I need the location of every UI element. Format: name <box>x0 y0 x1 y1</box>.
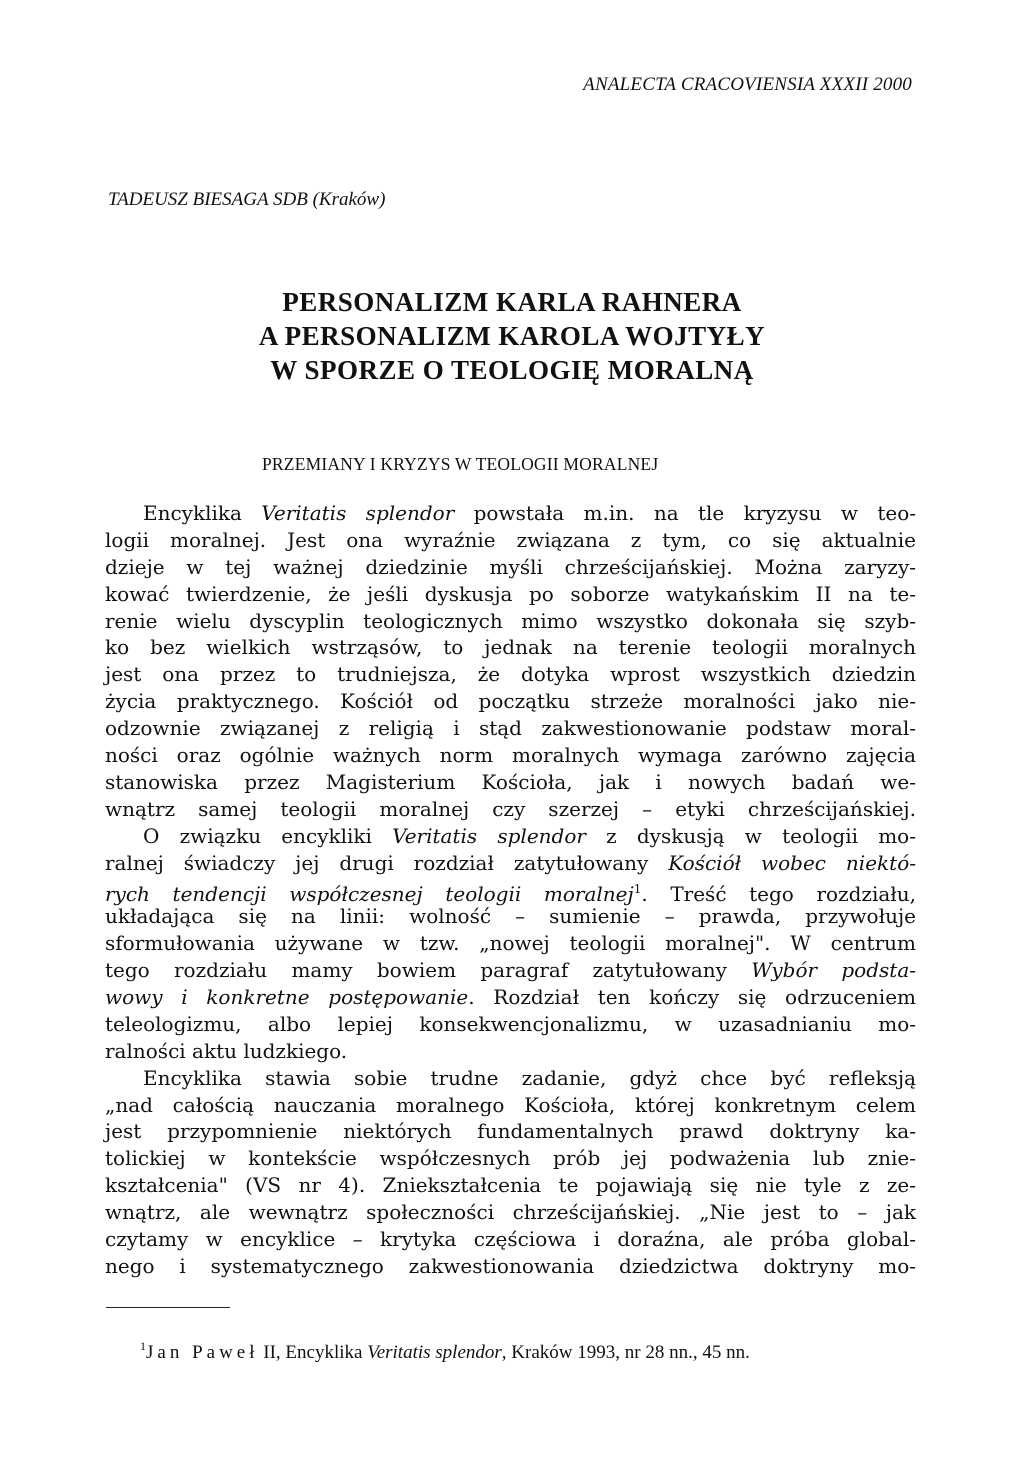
body-line: czytamy w encyklice – krytyka częściowa i doraźna, ale próba global- <box>105 1227 916 1252</box>
footnote <box>140 1339 750 1364</box>
body-line <box>105 984 916 1011</box>
italic-title: Veritatis splendor <box>367 1342 502 1363</box>
body-line: „nad całością nauczania moralnego Kościoła, której konkretnym celem <box>105 1092 916 1117</box>
body-line: odzownie związanej z religią i stąd zakwestionowanie podstaw moral- <box>105 716 916 741</box>
footnote-mark: 1 <box>140 1339 146 1353</box>
footnote-author: Jan Paweł <box>146 1342 259 1363</box>
text-span: ralnej świadczy jej drugi rozdział zatytułowany <box>105 850 669 875</box>
body-line: sformułowania używane w tzw. „nowej teologii moralnej". W centrum <box>105 931 916 956</box>
footnote-separator <box>106 1307 230 1308</box>
text-span: . Treść tego rozdziału, <box>641 882 916 907</box>
title-line-2: A PERSONALIZM KAROLA WOJTYŁY <box>258 321 766 351</box>
author-line: TADEUSZ BIESAGA SDB (Kraków) <box>108 189 386 210</box>
body-line: życia praktycznego. Kościół od początku strzeże moralności jako nie- <box>105 689 916 714</box>
text-span: powstała m.in. na tle kryzysu w teo- <box>454 501 916 525</box>
italic-title: Veritatis splendor <box>261 501 455 525</box>
text-span: . Rozdział ten kończy się odrzuceniem <box>468 985 916 1010</box>
journal-header: ANALECTA CRACOVIENSIA XXXII 2000 <box>583 74 912 95</box>
body-line: stanowiska przez Magisterium Kościoła, jak i nowych badań we- <box>105 769 916 794</box>
body-line <box>105 876 916 907</box>
body-line: teleologizmu, albo lepiej konsekwencjonalizmu, w uzasadnianiu mo- <box>105 1011 916 1036</box>
text-span: II, Encyklika <box>258 1342 368 1363</box>
body-line: ko bez wielkich wstrząsów, to jednak na terenie teologii moralnych <box>105 635 916 660</box>
text-span: , Kraków 1993, nr 28 nn., 45 nn. <box>501 1342 750 1363</box>
text-span: z dyskusją w teologii mo- <box>585 823 916 848</box>
body-line: logii moralnej. Jest ona wyraźnie związana z tym, co się aktualnie <box>105 527 916 552</box>
title-line-1: PERSONALIZM KARLA RAHNERA <box>282 287 742 317</box>
body-line: ności oraz ogólnie ważnych norm moralnych wymaga zarówno zajęcia <box>105 743 916 768</box>
text-span: O związku encykliki <box>143 823 393 848</box>
italic-title: Kościół wobec niektó- <box>668 850 916 875</box>
section-heading: PRZEMIANY I KRYZYS W TEOLOGII MORALNEJ <box>262 454 659 474</box>
italic-title: wowy i konkretne postępowanie <box>105 985 469 1010</box>
body-line: renie wielu dyscyplin teologicznych mimo wszystko dokonała się szyb- <box>105 608 916 633</box>
body-line: wnątrz, ale wewnątrz społeczności chrześcijańskiej. „Nie jest to – jak <box>105 1200 916 1225</box>
body-line: jest przypomnienie niektórych fundamentalnych prawd doktryny ka- <box>105 1119 916 1144</box>
body-line: kować twierdzenie, że jeśli dyskusja po soborze watykańskim II na te- <box>105 581 916 606</box>
italic-title: Veritatis splendor <box>392 823 586 848</box>
body-text <box>105 500 916 1280</box>
body-line: jest ona przez to trudniejsza, że dotyka wprost wszystkich dziedzin <box>105 662 916 687</box>
body-line: tolickiej w kontekście współczesnych prób jej podważenia lub znie- <box>105 1146 916 1171</box>
article-title <box>0 285 1024 387</box>
body-line <box>105 500 916 527</box>
body-line: nego i systematycznego zakwestionowania dziedzictwa doktryny mo- <box>105 1253 916 1278</box>
body-line <box>105 957 916 984</box>
footnote-reference[interactable]: 1 <box>633 882 642 897</box>
text-span: Encyklika <box>143 501 262 525</box>
body-line: układająca się na linii: wolność – sumienie – prawda, przywołuje <box>105 904 916 929</box>
title-line-3: W SPORZE O TEOLOGIĘ MORALNĄ <box>270 355 754 385</box>
body-line: wnątrz samej teologii moralnej czy szerzej – etyki chrześcijańskiej. <box>105 796 916 821</box>
body-line <box>105 823 916 850</box>
body-line: ralności aktu ludzkiego. <box>105 1038 348 1063</box>
body-line: Encyklika stawia sobie trudne zadanie, gdyż chce być refleksją <box>143 1065 916 1090</box>
italic-title: rych tendencji współczesnej teologii moralnej <box>105 882 634 907</box>
body-line <box>105 850 916 877</box>
text-span: tego rozdziału mamy bowiem paragraf zatytułowany <box>105 958 752 983</box>
body-line: kształcenia" (VS nr 4). Zniekształcenia te pojawiają się nie tyle z ze- <box>105 1173 916 1198</box>
body-line: dzieje w tej ważnej dziedzinie myśli chrześcijańskiej. Można zaryzy- <box>105 554 916 579</box>
italic-title: Wybór podsta- <box>751 958 916 983</box>
